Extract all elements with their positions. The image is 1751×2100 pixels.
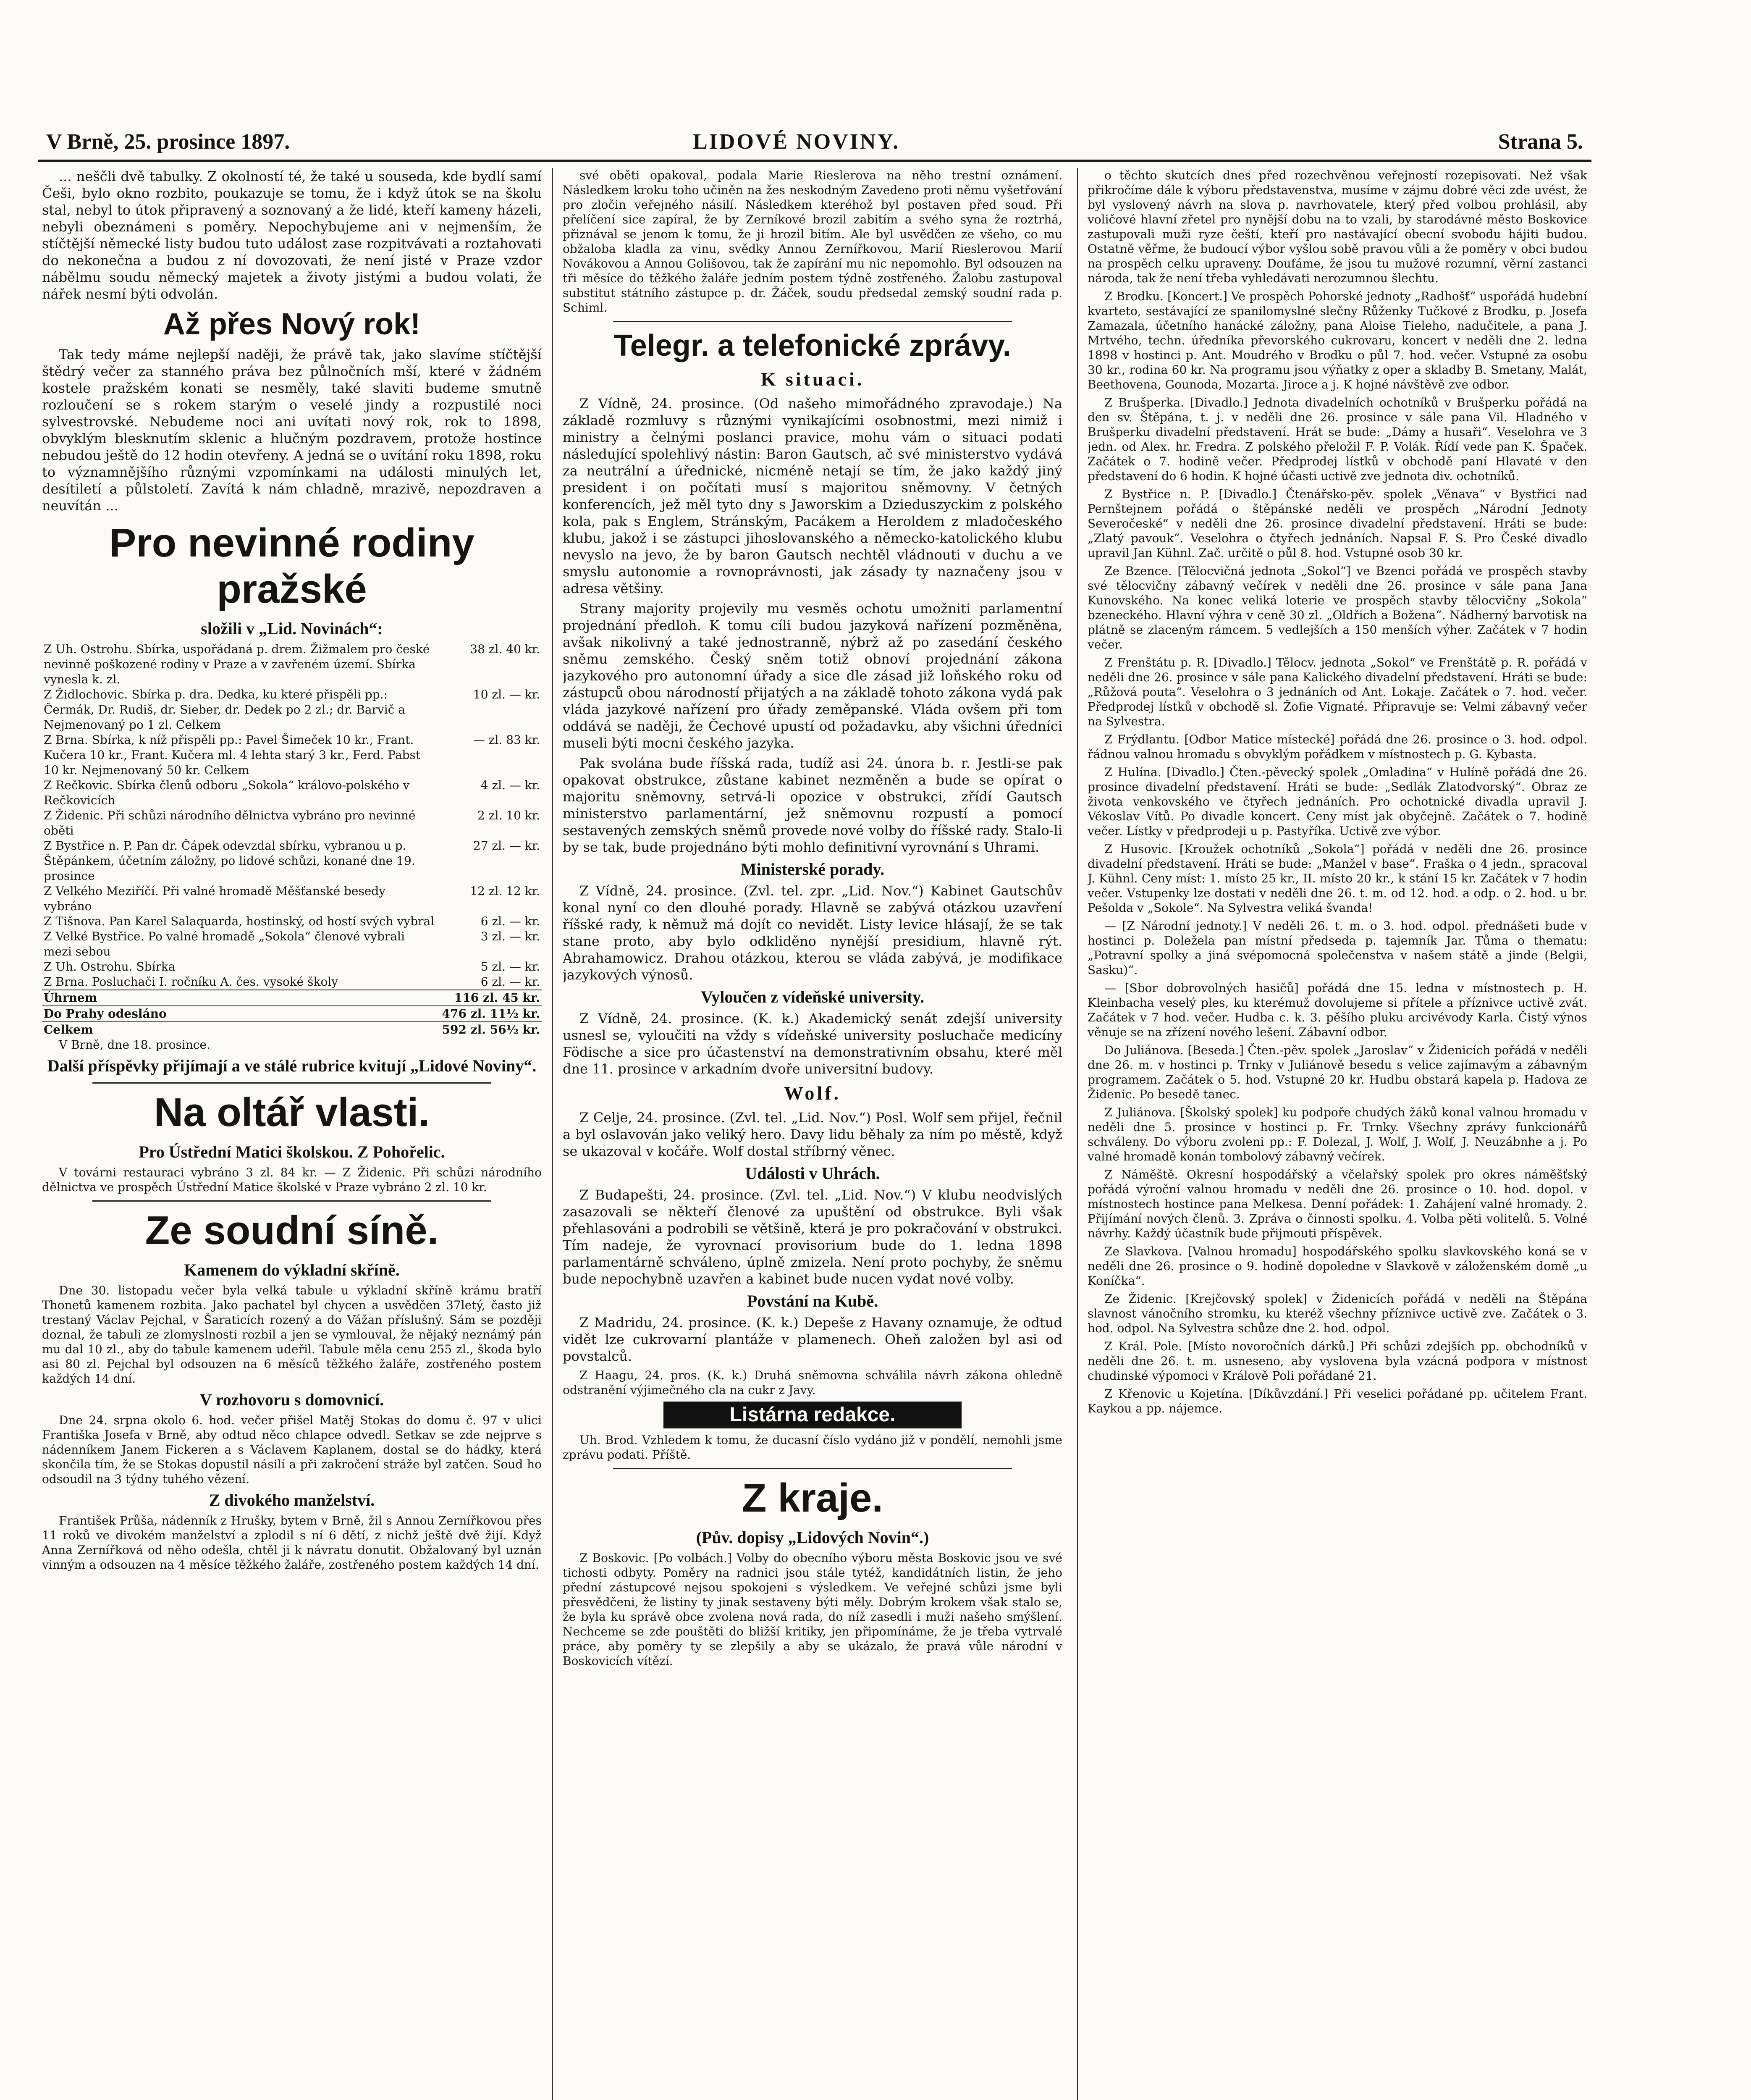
article-text: své oběti opakoval, podala Marie Rieslerova na něho trestní oznámení. Následkem kroku toho učiněn na žes neskodným Zavedeno proti němu vyšetřování pro zločin veřejného násilí. Následkem kteréhož byl postaven před soud. Při přelíčení sice zapíral, že by Zerníkové brozil zabitím a svého syna že roztrhá, přiznával se jenom k tomu, že ji hrozil bitím. Ale byl usvědčen ze všeho, co mu obžaloba kladla za vinu, svědky Annou Zernířkovou, Marií Rieslerovou Marií Novákovou a Annou Golišovou, tak že zapírání mu nic nepomohlo. Byl odsouzen na tři měsíce do těžkého žaláře jedním postem týdně zostřeného. Žalobu zastupoval substitut státního zástupce p. dr. Žáček, soudu předsedal zemský soudní rada p. Schiml. [563,168,1062,315]
column-2 [563,168,1062,2100]
ledger-row [42,808,542,838]
ledger-amount: 38 zl. 40 kr. [470,642,540,656]
article-text: Z Haagu, 24. pros. (K. k.) Druhá sněmovna schválila návrh zákona ohledně odstranění výjimečného cla na cukr z Javy. [563,1368,1062,1397]
ledger-amount: 5 zl. — kr. [480,960,540,974]
article-text: Z Husovic. [Kroužek ochotníků „Sokola“] pořádá v neděli dne 26. prosince divadelní představení. Hráti se bude: „Manžel v base“. Fraška o 4 jedn., spracoval J. Kühnl. Ceny míst: 1. místo 25 kr., II. místo 20 kr., k stání 15 kr. Začátek v 7 hodin večer. Vstupenky lze dostati v neděli dne 26. t. m. od 12. hod. a odp. o 2. hod. u br. Pešolda v „Sokole“. Na Sylvestra veliká švanda! [1088,842,1587,915]
fund-intro: složili v „Lid. Novinách“: [201,619,383,638]
issue-date: V Brně, 25. prosince 1897. [46,130,290,154]
article-text: Strany majority projevily mu vesměs ochotu umožniti parlamentní projednání předloh. K tomu cíli budou jazyková nařízení pozměněna, avšak nikolivný a také jednostranně, nýbrž až po zasedání českého sněmu zemského. Český sněm totiž obnoví projednání zákona jazykového pro autonomní úřady a sice dle zásad již loňského roku od zástupců obou národností přijatých a na základě tohoto zákona vydá pak vláda jazykové nařízení pro úřady zeměpanské. Vláda ovšem při tom oddává se naději, že Čechové upustí od požadavku, aby všichni úředníci museli býti mocni českého jazyka. [563,601,1062,751]
article-text: František Průša, nádenník z Hrušky, bytem v Brně, žil s Annou Zernířkovou přes 11 roků ve divokém manželství a zplodil s ní 6 dětí, z nichž ještě dvě žijí. Když Anna Zernířková od něho odešla, chtěl ji k návratu donutit. Obžalovaný byl uznán vinným a odsouzen na 4 měsíce těžkého žaláře, zostřeného postem každých 14 dní. [42,1514,542,1572]
column-rule [552,168,553,2100]
ledger-text: Z Židenic. Při schůzi národního dělnictva vybráno pro nevinné oběti [44,808,416,837]
article-text: Dne 30. listopadu večer byla velká tabule u výkladní skříně krámu bratří Thonetů kamenem rozbita. Jako pachatel byl chycen a usvědčen 37letý, často již trestaný Václav Pejchal, v Šaraticích rozený a do Vážan příslušný. Sám se později doznal, že tabuli ze zlomyslnosti rozbil a jen se vymlouval, že nějaký neznámý pán mu dal 10 zl., aby do tabule kamenem udeřil. Tabule měla cenu 255 zl., škoda bylo asi 80 zl. Pejchal byl odsouzen na 6 měsíců těžkého žaláře, zostřeného postem každých 14 dní. [42,1284,542,1386]
ledger-row [42,884,542,914]
ledger-text: Celkem [42,1022,438,1037]
headline-altar: Na oltář vlasti. [154,1090,430,1135]
ledger-amount: 476 zl. 11½ kr. [438,1006,542,1022]
altar-sub: Pro Ústřední Matici školskou. Z Pohořelic. [139,1142,445,1161]
editor-mailbox-heading: Listárna redakce. [663,1402,962,1428]
article-text: Z Vídně, 24. prosince. (Zvl. tel. zpr. „Lid. Nov.“) Kabinet Gautschův konal nyní co den dlouhé porady. Hlavně se zabývá otázkou uzavření říšské rady, k němuž má dojít co nevidět. Listy levice hlásají, že se tak stane proto, aby bylo odkliděno nynější presidium, hlavně rýt. Abrahamowicz. Drahou otázkou, kterou se vláda zabývá, je modifikace jazykových výnosů. [563,883,1062,983]
ledger-amount: 4 zl. — kr. [480,778,540,792]
article-text: Z Juliánova. [Školský spolek] ku podpoře chudých žáků konal valnou hromadu v neděli dne 5. prosince v hostinci p. Fr. Trnky. Všechny zprávy funkcionářů schváleny. Do výboru zvoleni pp.: F. Dolezal, J. Wolf, J. Wolf, J. Neuzábnhe a j. Po valné hromadě konán tombolový zábavný večírek. [1088,1105,1587,1163]
separator [613,321,1012,322]
ledger-row [42,959,542,974]
fund-ledger [42,642,542,1037]
fund-sign: V Brně, dne 18. prosince. [59,1038,211,1052]
ledger-text: Z Brna. Posluchači I. ročníku A. čes. vysoké školy [44,975,338,989]
article-text: Z Frýdlantu. [Odbor Matice místecké] pořádá dne 26. prosince o 3. hod. odpol. řádnou valnou hromadu s obvyklým pořádkem v místnostech p. G. Kybasta. [1088,732,1587,761]
article-text: Ze Slavkova. [Valnou hromadu] hospodářského spolku slavkovského koná se v neděli dne 26. prosince o 9. hodině dopoledne v Slavkově v záloženském domě „u Koníčka“. [1088,1244,1587,1288]
article-text: Z Křenovic u Kojetína. [Díkůvzdání.] Při veselici pořádané pp. učitelem Frant. Kaykou a pp. nájemce. [1088,1387,1587,1415]
masthead [38,126,1591,162]
column-rule [1077,168,1078,2100]
article-text: Z Vídně, 24. prosince. (K. k.) Akademický senát zdejší university usnesl se, vyloučiti na vždy s vídeňské university posluchače medicíny Födische a sice pro účastenství na demonstrativním obsahu, které měl dne 11. prosince v arkadním dvoře universitní budovy. [563,1011,1062,1077]
article-text: Z Boskovic. [Po volbách.] Volby do obecního výboru města Boskovic jsou ve své tichosti odbyty. Poměry na radnici jsou stále tytéž, kandidátních listin, že jeho přední zástupcové nejsou spokojeni s výsledkem. Ve veřejné schůzi jsme byli přesvědčeni, že listiny ty jinak sestaveny býti měly. Dobrým krokem však stalo se, že byla ku správě obce zvolena nová rada, do níž zasedli i muži našeho smýšlení. Nechceme se zde pouštěti do bližší kritiky, jen připomínáme, že je třeba vytrvalé práce, aby poměry ty se zlepšily a aby se ukázalo, že pravá vůle národní v Boskovicích vítězí. [563,1551,1062,1668]
article-text: Z Náměště. Okresní hospodářský a včelařský spolek pro okres náměšťský pořádá výroční valnou hromadu v neděli dne 26. prosince o 10. hod. dopol. v místnostech hostince pana Melkesa. Denní pořádek: 1. Zahájení valné hromady. 2. Přijímání nových členů. 3. Zpráva o činnosti spolku. 4. Volba pěti volitelů. 5. Volné návrhy. Každý účastník bude přijmouti příspěvek. [1088,1168,1587,1240]
headline-telegraph: Telegr. a telefonické zprávy. [614,329,1011,362]
headline-situation: K situaci. [760,368,865,390]
article-text: Pak svolána bude říšská rada, tudíž asi 24. února b. r. Jestli-se pak opakovat obstrukce, zůstane kabinet nezměněn a bude se opírat o majoritu sněmovny, setrvá-li opozice v obstrukci, zřídí Gautsch ministerstvo parlamentární, jež sněmovnu rozpustí a pomocí sestavených zemských sněmů provede nové volby do říšské rady. Stalo-li by se tak, bude projednáno býti mohlo definitivní vyrovnání s Uhrami. [563,755,1062,855]
headline-court: Ze soudní síně. [145,1208,439,1253]
article-text: — [Z Národní jednoty.] V neděli 26. t. m. o 3. hod. odpol. přednášeti bude v hostinci p. Doležela pan místní předseda p. tajemník Jar. Tůma o thematu: „Potravní spolky a jiná svépomocná společenstva v našem státě a jinde (Belgii, Sasku)“. [1088,919,1587,977]
ledger-row [42,974,542,990]
ledger-row [42,838,542,884]
headline-hungary: Události v Uhrách. [745,1164,880,1183]
ledger-amount: 10 zl. — kr. [473,688,540,701]
headline-minister: Ministerské porady. [740,860,885,879]
ledger-amount: 3 zl. — kr. [480,929,540,943]
article-text: Z Hulína. [Divadlo.] Čten.-pěvecký spolek „Omladina“ v Hulíně pořádá dne 26. prosince divadelní představení. Hráti se bude: „Sedlák Zlatodvorský“. Obraz ze života venkovského ve čtyřech jednáních. Pro ochotnické divadla upravil J. Vékoslav Vítů. Po divadle koncert. Ceny míst jak obyčejně. Začátek o 7. hodině večer. Lístky v předprodeji u p. Pastyříka. Uctivě zve výbor. [1088,765,1587,838]
article-text: Z Madridu, 24. prosince. (K. k.) Depeše z Havany oznamuje, že odtud vidět lze cukrovarní plantáže v plamenech. Oheň založen byl asi od povstalců. [563,1315,1062,1364]
ledger-text: Z Uh. Ostrohu. Sbírka [44,960,176,974]
court-subhead: Kamenem do výkladní skříně. [184,1260,400,1279]
ledger-amount: 12 zl. 12 kr. [470,884,540,898]
ledger-amount: — zl. 83 kr. [473,733,540,747]
ledger-row [42,778,542,808]
headline-wolf: Wolf. [784,1082,841,1104]
ledger-amount: 592 zl. 56½ kr. [438,1022,542,1037]
article-text: — [Sbor dobrovolných hasičů] pořádá dne 15. ledna v místnostech p. H. Kleinbacha veselý ples, ku kterémuž dovolujeme si přítele a příznivce uctivě zvát. Začátek v 7 hod. večer. Hudba c. k. 3. pěšího pluku arcivévody Karla. Čistý výnos věnuje se na zřízení nového lešení. Zábavní odbor. [1088,981,1587,1039]
headline-fund: Pro nevinné rodiny pražské [109,520,474,612]
paper-title: LIDOVÉ NOVINY. [693,130,900,154]
court-subhead: V rozhovoru s domovnicí. [199,1390,384,1409]
ledger-text: Z Velké Bystřice. Po valné hromadě „Sokola“ členové vybrali mezi sebou [44,929,405,958]
region-sub: (Pův. dopisy „Lidových Novin“.) [696,1528,929,1547]
article-text: Z Frenštátu p. R. [Divadlo.] Tělocv. jednota „Sokol“ ve Frenštátě p. R. pořádá v neděli dne 26. prosince v sále pana Kalického divadelní představení. Hráti se bude: „Růžová pouta“. Veselohra o 3 jednáních od Ant. Lokaje. Začátek o 7. hod. večer. Předprodej lístků v obchodě sl. Žofie Vignaté. Připravuje se: Velmi zábavný večer na Sylvestra. [1088,656,1587,728]
ledger-text: Z Velkého Meziříčí. Při valné hromadě Měšťanské besedy vybráno [44,884,386,913]
separator [92,1082,491,1084]
ledger-total-row [42,1006,542,1022]
court-subhead: Z divokého manželství. [209,1491,375,1509]
headline-university: Vyloučen z vídeňské university. [701,987,924,1006]
article-text: Z Bystřice n. P. [Divadlo.] Čtenářsko-pěv. spolek „Věnava“ v Bystřici nad Pernštejnem pořádá o štěpánské neděli ve prospěch „Národní Jednoty Severočeské“ v neděli dne 26. prosince divadelní představení. Hráti se bude: „Zlatý pavouk“. Veselohra o čtyřech jednáních. Napsal F. S. Pro České divadlo upravil Jan Kühnl. Zač. určitě o půl 8. hod. Vstupné osob 30 kr. [1088,487,1587,560]
column-3 [1088,168,1587,2100]
ledger-row [42,914,542,929]
ledger-text: Z Uh. Ostrohu. Sbírka, uspořádaná p. drem. Žižmalem pro české nevinně poškozené rodiny v Praze a v zavřeném území. Sbírka vynesla k. zl. [44,642,430,686]
separator [613,1468,1012,1469]
newspaper-page [38,126,1591,2100]
article-text: Z Brušperka. [Divadlo.] Jednota divadelních ochotníků v Brušperku pořádá na den sv. Štěpána, t. j. v neděli dne 26. prosince v sále pana Vil. Hladného v Brušperku divadelní představení. Hrát se bude: „Dámy a husaři“. Veselohra ve 3 jedn. od Alex. hr. Fredra. Z polského přeložil F. P. Volák. Řídí vede pan K. Špaček. Začátek o 7. hodině večer. Předprodej lístků v obchodě paní Hlavaté v den představení do 6 hodin. K hojné účasti uctivě zve jednota div. ochotníků. [1088,396,1587,483]
ledger-amount: 6 zl. — kr. [480,975,540,989]
article-text: Tak tedy máme nejlepší naději, že právě tak, jako slavíme stíčtější štědrý večer za stanného práva bez půlnočních mší, které v žádném kostele pražském konati se nesměly, také slaviti budeme smutně rozloučení se s rokem starým o veselé jindy a rozpustilé noci sylvestrovské. Nebudeme noci ani uvítati nový rok, rok to 1898, obvyklým blesknutím sklenic a hlučným pozdravem, protože hostince nebudou ještě do 12 hodin otevřeny. A jedná se o uvítání roku 1898, roku to významnějšího různými vzpomínkami na události minulých let, desítiletí a půlstoletí. Zavítá k nám chladně, mrazivě, nepozdraven a neuvítán ... [42,346,542,514]
headline-newyear: Až přes Nový rok! [163,307,421,341]
article-text: Z Vídně, 24. prosince. (Od našeho mimořádného zpravodaje.) Na základě rozmluvy s různými vynikajícími osobnostmi, mezi nimiž i ministry a čelnými poslanci pravice, mohu vám o situaci podati následující spolehlivý nástin: Baron Gautsch, ač své ministerstvo vydává za neutrální a úřednické, nicméně netají se tím, že jako každý jiný president i on počítati musí s majoritou sněmovny. V četných konferencích, jež měl tyto dny s Jaworskim a Dzieduszyckim z polského kola, pak s Englem, Stránským, Pacákem a Heroldem z mladočeského klubu, jakož i se zástupci jihoslovanského a německo-katolického klubu nevyslo na jevo, že by baron Gautsch nechtěl vládnouti v duchu a ve smyslu autonomie a rovnoprávnosti, jak zásady ty naznačeny jsou v adresa většiny. [563,396,1062,596]
column-1 [42,168,542,2100]
ledger-row [42,642,542,687]
article-text: Uh. Brod. Vzhledem k tomu, že ducasní číslo vydáno již v pondělí, nemohli jsme zprávu podati. Příště. [563,1433,1062,1462]
article-text: Dne 24. srpna okolo 6. hod. večer přišel Matěj Stokas do domu č. 97 v ulici Františka Josefa v Brně, aby odtud něco chlapce odvedl. Setkav se zde nejprve s nádenníkem Janem Fickeren a s Václavem Kaplanem, dostal se do hádky, která skončila tím, že se Stokas dopustil násilí a při zakročení stráže byl zatčen. Soud ho odsoudil na 3 týdny tuhého vězení. [42,1413,542,1486]
ledger-text: Z Bystřice n. P. Pan dr. Čápek odevzdal sbírku, vybranou u p. Štěpánkem, účetním záložny, po lidové schůzi, konané dne 19. prosince [44,839,415,883]
article-text: o těchto skutcích dnes před rozechvěnou veřejností rozepisovati. Než však přikročíme dále k výboru představenstva, musíme v zájmu dobré věci zde uvést, že byl vyslovený návrh na slova p. navrhovatele, který před volbou prohlásil, aby voličové hlavní zřetel pro nynější dobu na to vzali, by starodávné město Boskovice zastupovali muži ryze čeští, kteří pro nastávající obecní svobodu hájiti budou. Ostatně věřme, že budoucí výbor vyšlou sobě pravou vůli a že poměry v obci budou na prospěch celku upraveny. Doufáme, že jsou tu mužové rozumní, věrní zastanci národa, tak že není třeba vyhledávati nerozumnou šlechtu. [1088,168,1587,285]
article-text: ... neščli dvě tabulky. Z okolností té, že také u souseda, kde bydlí samí Češi, bylo okno rozbito, poukazuje se tomu, že i když útok se na školu stal, nebyl to útok připravený a soznovaný a že lidé, kteří kameny házeli, nebyli obeznámeni s poměry. Nepochybujeme ani v nejmenším, že stíčtější německé listy budou tuto událost zase rozpitvávati a roztahovati do nekonečna a budou z ní dovozovati, že není jisté v Praze vzdor nábělmu soudu německý majetek a životy jistými a budou volati, že nářek nesmí býti odvolán. [42,168,542,302]
ledger-total-row [42,1022,542,1037]
fund-more: Další příspěvky přijímají a ve stálé rubrice kvitují „Lidové Noviny“. [47,1056,537,1075]
separator [92,1200,491,1202]
article-text: Z Král. Pole. [Místo novoročních dárků.] Při schůzi zdejších pp. obchodníků v neděli dne 26. t. m. usneseno, aby vyslovena byla vzácná podpora v místnost chudinské výpomoci v Králově Poli pořádané 21. [1088,1339,1587,1383]
ledger-amount: 116 zl. 45 kr. [438,990,542,1006]
ledger-text: Úhrnem [42,990,438,1006]
article-text: Z Budapešti, 24. prosince. (Zvl. tel. „Lid. Nov.“) V klubu neodvislých zasazovali se někteří členové za upuštění od obstrukce. Byli však přehlasováni a podrobili se většině, která je pro pokračování v obstrukci. Tím nadeje, že vyrovnací provisorium bude do 1. ledna 1898 parlamentárně schváleno, úplně zmizela. Není proto pochyby, že sněmu bude nepochybně uzavřen a kabinet bude nucen vydat nové volby. [563,1187,1062,1287]
ledger-text: Z Brna. Sbírka, k níž přispěli pp.: Pavel Šimeček 10 kr., Frant. Kučera 10 kr., Frant. Kučera ml. 4 lehta starý 3 kr., Ferd. Pabst 10 kr. Nejmenovaný 50 kr. Celkem [44,733,421,777]
ledger-text: Do Prahy odesláno [42,1006,438,1022]
article-text: Z Celje, 24. prosince. (Zvl. tel. „Lid. Nov.“) Posl. Wolf sem přijel, řečnil a byl oslavován jako veliký hero. Davy lidu běhaly za ním po městě, když se ukazoval v kočáře. Wolf dostal stříbrný věnec. [563,1110,1062,1159]
headline-cuba: Povstání na Kubě. [747,1292,878,1310]
ledger-text: Z Tišnova. Pan Karel Salaquarda, hostinský, od hostí svých vybral [44,914,435,928]
ledger-row [42,929,542,959]
ledger-text: Z Rečkovic. Sbírka členů odboru „Sokola“ královo-polského v Rečkovicích [44,778,410,807]
article-text: Ze Židenic. [Krejčovský spolek] v Židenicích pořádá v neděli na Štěpána slavnost vánočního stromku, ku kteréž všechny příznivce uctivě zve. Začátek o 3. hod. odpol. Na Sylvestra schůze dne 2. hod. odpol. [1088,1292,1587,1335]
article-text: Do Juliánova. [Beseda.] Čten.-pěv. spolek „Jaroslav“ v Židenicích pořádá v neděli dne 26. m. v hostinci p. Trnky v Juliánově besedu s velice zajímavým a zábavným programem. Začátek o 5. hod. Vstupné 20 kr. Hudbu obstará kapela p. Hadova ze Židenic. Po besedě tanec. [1088,1043,1587,1101]
ledger-row [42,687,542,732]
ledger-amount: 2 zl. 10 kr. [477,808,540,822]
article-text: V továrni restauraci vybráno 3 zl. 84 kr. — Z Židenic. Při schůzi národního dělnictva ve prospěch Ústřední Matice školské v Praze vybráno 2 zl. 10 kr. [42,1166,542,1194]
ledger-amount: 27 zl. — kr. [473,839,540,853]
article-text: Z Brodku. [Koncert.] Ve prospěch Pohorské jednoty „Radhošť“ uspořádá hudební kvarteto, sestávající ze spanilomyslné slečny Růženky Tučkové z Brodku, p. Josefa Zamazala, účetního hanácké záložny, pana Aloise Tieleho, nadučitele, a pana J. Mrtvého, techn. úředníka převorského cukrovaru, koncert v neděli dne 2. ledna 1898 v hostinci p. Ant. Moudrého v Brodku o půl 7. hod. večer. Vstupné za osobu 30 kr., rodina 60 kr. Na programu jsou výňatky z oper a skladby B. Smetany, Malát, Beethovena, Gounoda, Mozarta. Jiroce a j. K hojné návštěvě zve odbor. [1088,289,1587,391]
ledger-amount: 6 zl. — kr. [480,914,540,928]
article-text: Ze Bzence. [Tělocvičná jednota „Sokol“] ve Bzenci pořádá ve prospěch stavby své tělocvičny zábavný večírek v neděli dne 26. prosince v sále pana Jana Kunovského. Na konec veliká loterie ve prospěch stavby tělocvičny „Sokola“ bzeneckého. Hlavní výhra v ceně 30 zl. „Oldřich a Božena“. Nádherný barvotisk na plátně se zlaceným rámcem. 5 vedlejších a 150 menších výher. Začátek v 7 hodin večer. [1088,564,1587,651]
ledger-text: Z Židlochovic. Sbírka p. dra. Dedka, ku které přispěli pp.: Čermák, Dr. Rudiš, dr. Sieber, dr. Dedek po 2 zl.; dr. Barvič a Nejmenovaný po 1 zl. Celkem [44,688,405,732]
ledger-total-row [42,990,542,1006]
headline-region: Z kraje. [742,1475,883,1520]
ledger-row [42,732,542,778]
page-number: Strana 5. [1498,130,1583,154]
